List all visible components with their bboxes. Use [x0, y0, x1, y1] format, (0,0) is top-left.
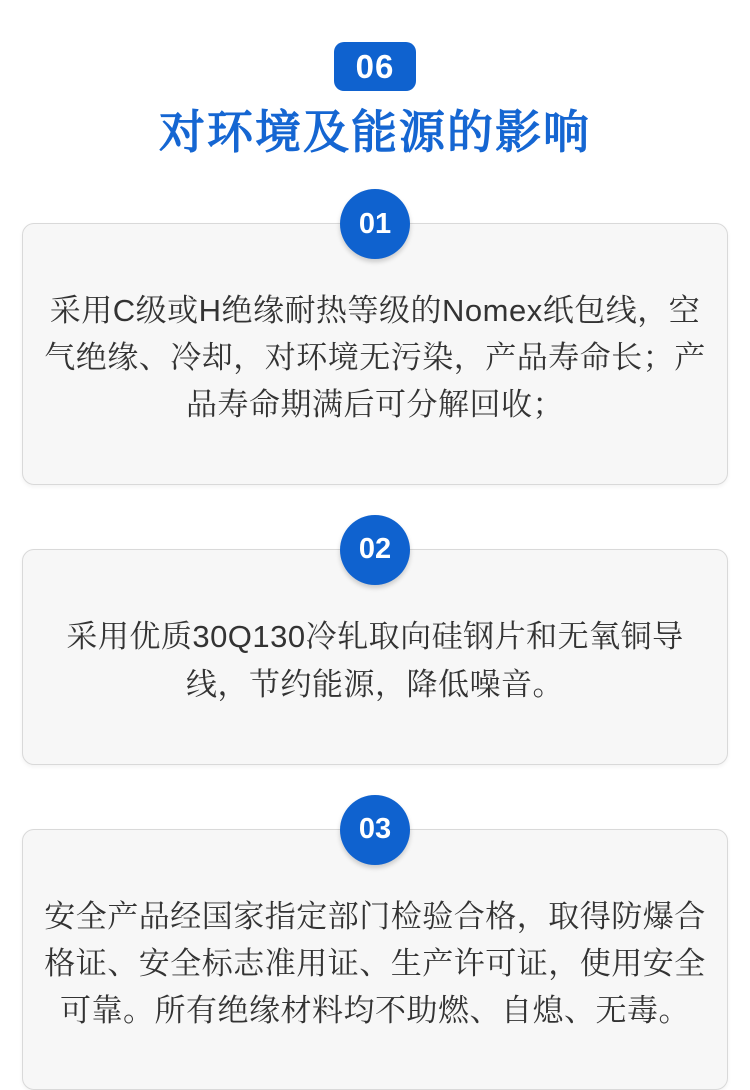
card-number-badge-2: 02: [340, 515, 410, 585]
card-number-badge-1: 01: [340, 189, 410, 259]
card-text-2: 采用优质30Q130冷轧取向硅钢片和无氧铜导线，节约能源，降低噪音。: [66, 618, 684, 702]
card-text-1: 采用C级或H绝缘耐热等级的Nomex纸包线，空气绝缘、冷却，对环境无污染，产品寿命长；产品寿命期满后可分解回收；: [44, 293, 706, 423]
card-text-3: 安全产品经国家指定部门检验合格，取得防爆合格证、安全标志准用证、生产许可证，使用安全可靠。所有绝缘材料均不助燃、自熄、无毒。: [44, 898, 706, 1028]
feature-card-3: [22, 813, 728, 1090]
page-title: 对环境及能源的影响: [159, 106, 591, 158]
card-number-badge-3: 03: [340, 795, 410, 865]
feature-card-1: [22, 207, 728, 484]
section-number-badge: 06: [334, 42, 416, 91]
feature-card-2: [22, 533, 728, 765]
